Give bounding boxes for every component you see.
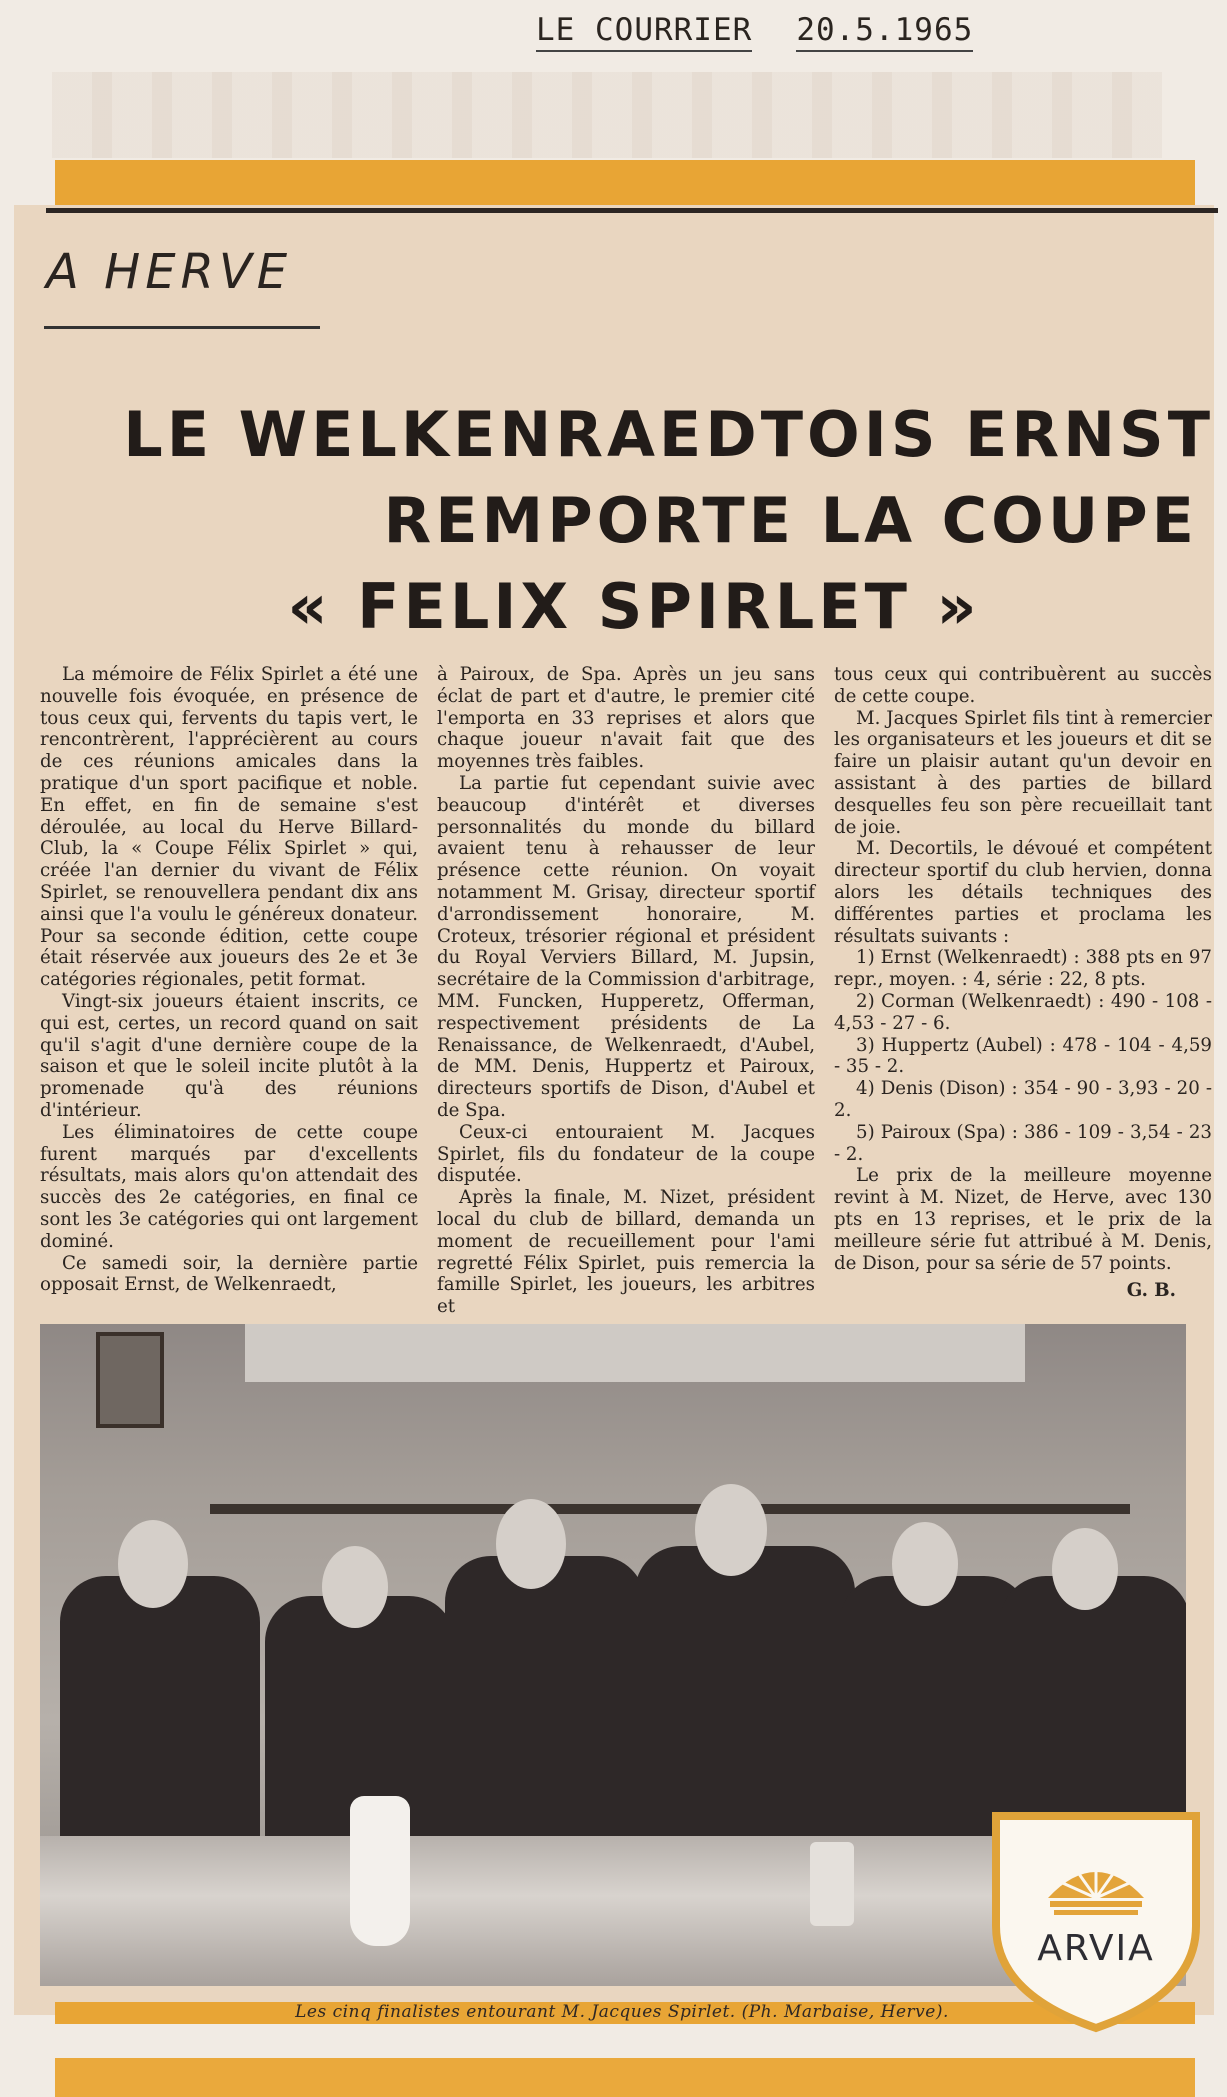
- tape-strip-bottom-2: [55, 2058, 1195, 2097]
- headline-line-1: LE WELKENRAEDTOIS ERNST: [123, 398, 1214, 471]
- person-4: [635, 1546, 855, 1876]
- paragraph: Après la finale, M. Nizet, président local du club de billard, demanda un moment de recueillement pour l'ami regretté Félix Spirlet, puis remercia la famille Spirlet, les joueurs, les arbitres et: [437, 1187, 815, 1318]
- photo-caption: Les cinq finalistes entourant M. Jacques Spirlet. (Ph. Marbaise, Herve).: [295, 2002, 949, 2022]
- column-1: [40, 664, 418, 1324]
- result-line: 3) Huppertz (Aubel) : 478 - 104 - 4,59 - 35 - 2.: [834, 1034, 1212, 1078]
- person-3: [445, 1556, 645, 1876]
- author-signature: G. B.: [1126, 1280, 1176, 1302]
- top-rule: [46, 208, 1218, 213]
- result-line: 5) Pairoux (Spa) : 386 - 109 - 3,54 - 23 - 2.: [834, 1121, 1212, 1165]
- paragraph: Ceux-ci entouraient M. Jacques Spirlet, fils du fondateur de la coupe disputée.: [437, 1121, 815, 1187]
- billiard-lamp-hood: [245, 1324, 1025, 1382]
- paragraph: Vingt-six joueurs étaient inscrits, ce qui est, certes, un record quand on sait qu'il s'agit d'une dernière coupe de la saison et que le soleil incite plutôt à la promenade qu'à des réunions d'intérieur.: [40, 990, 418, 1121]
- shield-icon: [988, 1806, 1204, 2036]
- newspaper-date: 20.5.1965: [796, 12, 973, 52]
- person-6-head: [1052, 1528, 1118, 1610]
- paragraph: La partie fut cependant suivie avec beaucoup d'intérêt et diverses personnalités du monde du billard avaient tenu à rehausser de leur présence cette réunion. On voyait notamment M. Grisay, directeur sportif d'arrondissement honoraire, M. Croteux, trésorier régional et président du Royal Verviers Billard, M. Jupsin, secrétaire de la Commission d'arbitrage, MM. Funcken, Hupperetz, Offerman, respectivement présidents de La Renaissance, de Welkenraedt, d'Aubel, de MM. Denis, Huppertz et Pairoux, directeurs sportifs de Dison, d'Aubel et de Spa.: [437, 772, 815, 1121]
- headline-line-2: REMPORTE LA COUPE: [383, 484, 1198, 557]
- logo-text: ARVIA: [1037, 1928, 1155, 1969]
- cue-rack: [210, 1504, 1130, 1514]
- paragraph: à Pairoux, de Spa. Après un jeu sans éclat de part et d'autre, le premier cité l'emporta en 33 reprises et alors que chaque joueur n'avait fait que des moyennes très faibles.: [437, 664, 815, 773]
- closing-paragraph: Le prix de la meilleure moyenne revint à M. Nizet, de Herve, avec 130 pts en 13 reprises, et le prix de la meilleure série fut attribué à M. Denis, de Dison, pour sa série de 57 points.: [834, 1165, 1212, 1274]
- person-1-head: [118, 1520, 188, 1608]
- kicker-rule: [44, 326, 320, 329]
- article-body: [40, 664, 1212, 1324]
- column-3: [834, 664, 1212, 1324]
- result-line: 1) Ernst (Welkenraedt) : 388 pts en 97 repr., moyen. : 4, série : 22, 8 pts.: [834, 947, 1212, 991]
- trophy-vase: [350, 1796, 410, 1946]
- result-line: 4) Denis (Dison) : 354 - 90 - 3,93 - 20 - 2.: [834, 1078, 1212, 1121]
- person-1: [60, 1576, 260, 1876]
- paragraph: M. Decortils, le dévoué et compétent directeur sportif du club hervien, donna alors les détails techniques des différentes parties et proclama les résultats suivants :: [834, 838, 1212, 947]
- person-3-head: [496, 1499, 566, 1589]
- paragraph: Ce samedi soir, la dernière partie opposait Ernst, de Welkenraedt,: [40, 1252, 418, 1296]
- bleed-through-band: [52, 72, 1162, 158]
- column-2: [437, 664, 815, 1324]
- paragraph: tous ceux qui contribuèrent au succès de cette coupe.: [834, 664, 1212, 707]
- person-5-head: [892, 1522, 958, 1606]
- trophy-glass: [810, 1842, 854, 1926]
- article-headline: [30, 392, 1218, 650]
- wall-portrait: [96, 1332, 164, 1428]
- newspaper-stamp: [536, 12, 1017, 48]
- paragraph: La mémoire de Félix Spirlet a été une nouvelle fois évoquée, en présence de tous ceux qui, fervents du tapis vert, le rencontrèrent, l'apprécièrent au cours de ces réunions amicales dans la pratique d'un sport pacifique et noble. En effet, en fin de semaine s'est déroulée, au local du Herve Billard-Club, la « Coupe Félix Spirlet » qui, créée l'an dernier du vivant de Félix Spirlet, se renouvellera pendant dix ans ainsi que l'a voulu le généreux donateur. Pour sa seconde édition, cette coupe était réservée aux joueurs des 2e et 3e catégories régionales, petit format.: [40, 664, 418, 991]
- paragraph: M. Jacques Spirlet fils tint à remercier les organisateurs et les joueurs et dit se faire un plaisir autant qu'un devoir en assistant à des parties de billard desquelles feu son père recueillait tant de joie.: [834, 707, 1212, 838]
- result-line: 2) Corman (Welkenraedt) : 490 - 108 - 4,53 - 27 - 6.: [834, 990, 1212, 1034]
- arvia-logo: [988, 1806, 1204, 2036]
- person-4-head: [695, 1484, 767, 1576]
- newspaper-name: LE COURRIER: [536, 12, 752, 52]
- paragraph: Les éliminatoires de cette coupe furent marqués par d'excellents résultats, mais alors qu'on attendait des succès des 2e catégories, en final ce sont les 3e catégories qui ont largement dominé.: [40, 1121, 418, 1252]
- headline-line-3: « FELIX SPIRLET »: [287, 570, 981, 643]
- article-kicker: A HERVE: [46, 244, 293, 300]
- person-2-head: [322, 1546, 388, 1628]
